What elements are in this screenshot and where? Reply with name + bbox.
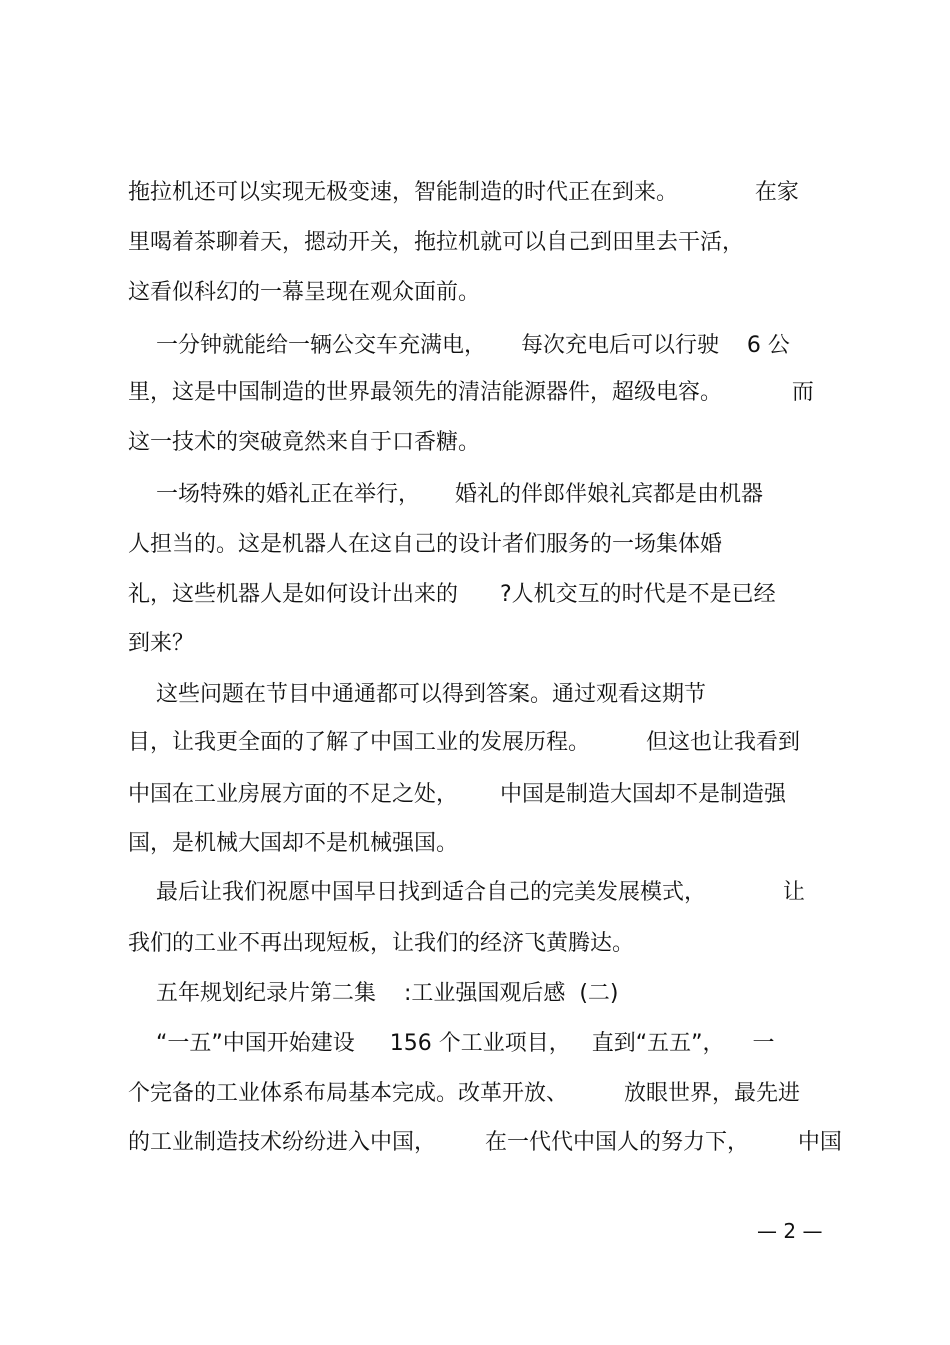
text-line-5: 里，这是中国制造的世界最领先的清洁能源器件，超级电容。 而 bbox=[128, 380, 814, 405]
text-line-14: 国，是机械大国却不是机械强国。 bbox=[128, 831, 459, 856]
text-line-15: 最后让我们祝愿中国早日找到适合自己的完美发展模式， 让 bbox=[128, 880, 805, 905]
text-line-18: “一五”中国开始建设 156 个工业项目， 直到“五五”， 一 bbox=[128, 1031, 775, 1056]
text-line-7: 一场特殊的婚礼正在举行， 婚礼的伴郎伴娘礼宾都是由机器 bbox=[128, 482, 763, 507]
text-line-19: 个完备的工业体系布局基本完成。改革开放、 放眼世界，最先进 bbox=[128, 1081, 800, 1106]
text-line-1: 拖拉机还可以实现无极变速，智能制造的时代正在到来。 在家 bbox=[128, 180, 799, 205]
page-number: — 2 — bbox=[757, 1219, 823, 1243]
text-line-20: 的工业制造技术纷纷进入中国， 在一代代中国人的努力下， 中国 bbox=[128, 1130, 842, 1155]
text-line-3: 这看似科幻的一幕呈现在观众面前。 bbox=[128, 280, 481, 305]
text-line-2: 里喝着茶聊着天，摁动开关，拖拉机就可以自己到田里去干活， bbox=[128, 230, 745, 255]
text-line-4: 一分钟就能给一辆公交车充满电， 每次充电后可以行驶 6 公 bbox=[128, 333, 790, 358]
text-line-12: 目，让我更全面的了解了中国工业的发展历程。 但这也让我看到 bbox=[128, 730, 800, 755]
text-line-11: 这些问题在节目中通通都可以得到答案。通过观看这期节 bbox=[128, 682, 706, 707]
text-line-16: 我们的工业不再出现短板，让我们的经济飞黄腾达。 bbox=[128, 931, 635, 956]
text-line-10: 到来？ bbox=[128, 631, 195, 656]
text-line-6: 这一技术的突破竟然来自于口香糖。 bbox=[128, 430, 481, 455]
text-line-8: 人担当的。这是机器人在这自己的设计者们服务的一场集体婚 bbox=[128, 532, 723, 557]
text-line-9: 礼，这些机器人是如何设计出来的 ?人机交互的时代是不是已经 bbox=[128, 582, 776, 607]
section-heading: 五年规划纪录片第二集 :工业强国观后感 (二) bbox=[128, 981, 619, 1006]
text-line-13: 中国在工业房展方面的不足之处， 中国是制造大国却不是制造强 bbox=[128, 782, 786, 807]
